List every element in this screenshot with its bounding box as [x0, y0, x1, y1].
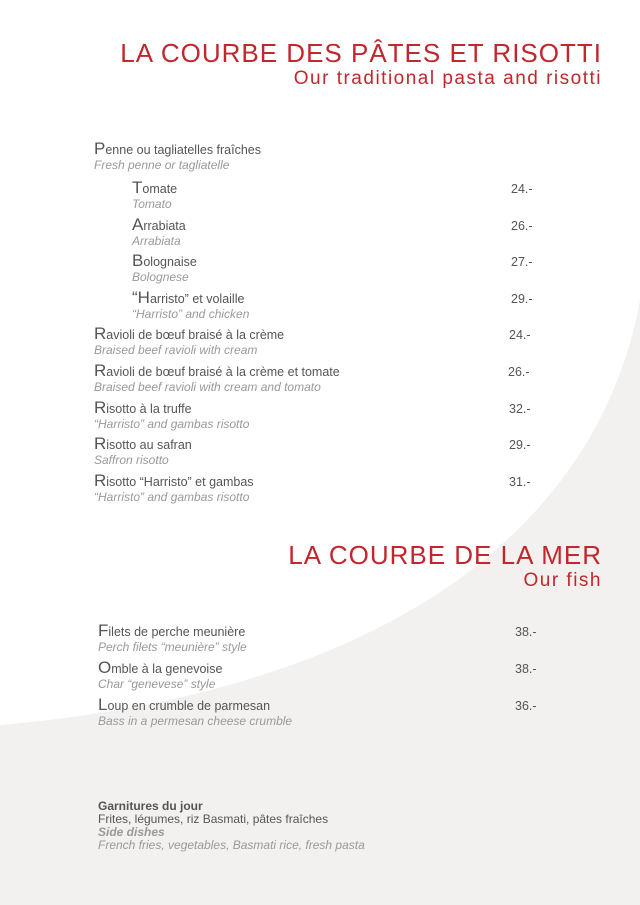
menu-item-en: “Harristo” and gambas risotto: [94, 490, 250, 504]
fish-title: LA COURBE DE LA MER: [288, 540, 602, 570]
menu-item-price: 26.-: [511, 219, 533, 233]
menu-item-price: 26.-: [508, 365, 530, 379]
menu-item-en: Bolognese: [132, 270, 189, 284]
menu-item-en: “Harristo” and gambas risotto: [94, 417, 250, 431]
menu-item-price: 29.-: [511, 292, 533, 306]
menu-item-fr: Ravioli de bœuf braisé à la crème et tomate: [94, 361, 340, 380]
side-dishes-title-en: Side dishes: [98, 825, 165, 839]
menu-item-en: Saffron risotto: [94, 453, 169, 467]
menu-item-fr: Risotto “Harristo” et gambas: [94, 471, 254, 490]
menu-item-price: 38.-: [515, 625, 537, 639]
menu-item: [94, 400, 249, 431]
menu-item: [132, 217, 186, 248]
pasta-title: LA COURBE DES PÂTES ET RISOTTI: [120, 38, 602, 68]
menu-item-price: 36.-: [515, 699, 537, 713]
menu-item-fr: Omble à la genevoise: [98, 658, 223, 677]
menu-item-fr: Risotto au safran: [94, 434, 192, 453]
side-dishes-title-fr: Garnitures du jour: [98, 799, 203, 813]
side-dishes-text-en: French fries, vegetables, Basmati rice, fresh pasta: [98, 838, 365, 852]
pasta-group: [94, 141, 261, 172]
side-dishes: [98, 800, 365, 852]
menu-item-en: Char “genevese” style: [98, 677, 216, 691]
menu-item-fr: Risotto à la truffe: [94, 398, 192, 417]
menu-item: [94, 326, 284, 357]
menu-item-fr: Bolognaise: [132, 251, 197, 270]
pasta-section-header: [120, 38, 602, 90]
menu-item: [94, 363, 340, 394]
side-dishes-text-fr: Frites, légumes, riz Basmati, pâtes fraîches: [98, 812, 329, 826]
menu-item-en: Braised beef ravioli with cream and tomato: [94, 380, 321, 394]
menu-item-fr: Loup en crumble de parmesan: [98, 695, 271, 714]
menu-item: [132, 180, 177, 211]
pasta-subtitle: Our traditional pasta and risotti: [293, 68, 602, 89]
menu-item: [94, 473, 254, 504]
menu-item-fr: Ravioli de bœuf braisé à la crème: [94, 324, 285, 343]
menu-item-en: Braised beef ravioli with cream: [94, 343, 258, 357]
menu-item: [98, 623, 247, 654]
menu-item-fr: Arrabiata: [132, 215, 186, 234]
menu-item: [98, 660, 222, 691]
pasta-group-en: Fresh penne or tagliatelle: [94, 158, 230, 172]
menu-item: [94, 436, 192, 467]
menu-item-en: “Harristo” and chicken: [132, 307, 250, 321]
menu-item: [132, 290, 249, 321]
menu-item-fr: Filets de perche meunière: [98, 621, 246, 640]
menu-item-en: Bass in a permesan cheese crumble: [98, 714, 293, 728]
menu-item-en: Tomato: [132, 197, 172, 211]
pasta-group-fr: Penne ou tagliatelles fraîches: [94, 139, 262, 158]
menu-item: [132, 253, 197, 284]
menu-item-price: 31.-: [509, 475, 531, 489]
menu-item-price: 29.-: [509, 438, 531, 452]
menu-item-en: Arrabiata: [132, 234, 181, 248]
fish-section-header: [288, 540, 602, 592]
menu-item-price: 38.-: [515, 662, 537, 676]
menu-item: [98, 697, 292, 728]
menu-item-fr: “Harristo” et volaille: [132, 288, 245, 307]
menu-item-en: Perch filets “meunière” style: [98, 640, 247, 654]
menu-item-price: 32.-: [509, 402, 531, 416]
fish-subtitle: Our fish: [523, 570, 602, 591]
menu-item-price: 27.-: [511, 255, 533, 269]
menu-item-price: 24.-: [509, 328, 531, 342]
menu-item-price: 24.-: [511, 182, 533, 196]
menu-item-fr: Tomate: [132, 178, 178, 197]
